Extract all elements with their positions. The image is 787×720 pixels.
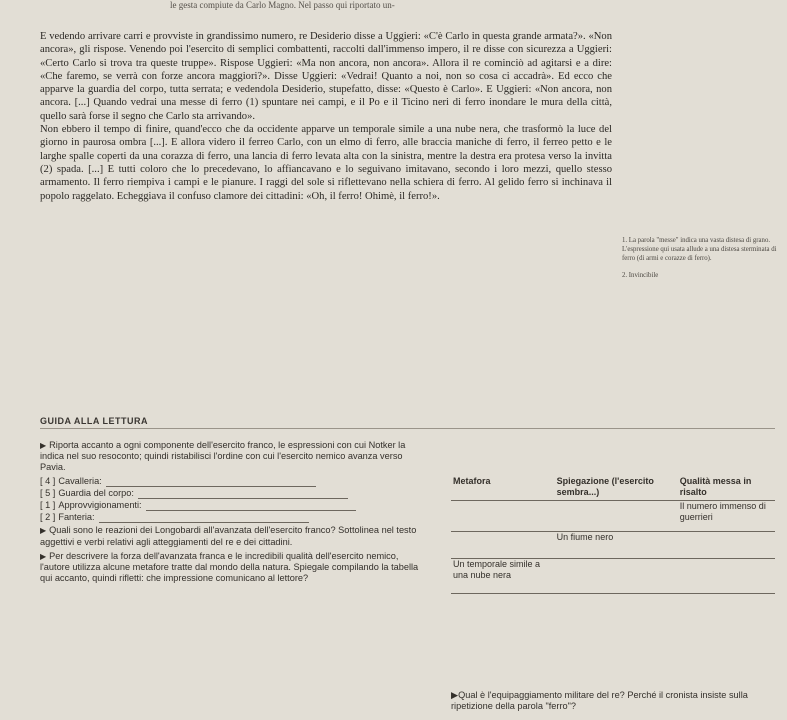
- guide-heading: GUIDA ALLA LETTURA: [40, 416, 148, 426]
- footnote-2: 2. Invincibile: [622, 272, 659, 279]
- questions-column: [40, 440, 420, 586]
- question-4-text: Qual è l'equipaggiamento militare del re? Perché il cronista insiste sulla ripetizione della parola "ferro"?: [451, 690, 748, 712]
- triangle-bullet-icon: ▶: [40, 441, 47, 450]
- member-label: Cavalleria:: [58, 475, 102, 486]
- member-label: Guardia del corpo:: [58, 487, 134, 498]
- triangle-bullet-icon: ▶: [451, 690, 459, 700]
- member-row-supplies: [40, 500, 420, 511]
- order-box[interactable]: [ 2 ]: [40, 512, 56, 523]
- story-paragraph-2: Non ebbero il tempo di finire, quand'ecco che da occidente apparve un temporale simile a una nube nera, che trasformò la luce del giorno in paurosa ombra [...]. E allora videro il ferreo Carlo, con un elmo di ferro, alle braccia maniche di ferro, il ferreo petto e le larghe spalle coperti da una corazza di ferro, una lancia di ferro levata alta con la sinistra, mentre la destra era protesa verso la invitta (2) spada. [...] E tutti coloro che lo precedevano, lo affiancavano e lo seguivano imitavano, secondo i loro mezzi, quello stesso armamento. Il ferro riempiva i campi e le pianure. I raggi del sole si riflettevano nella schiera di ferro. Al gelido ferro si inchinava il popolo raggelato. Echeggiava il confuso clamore dei cittadini: «Oh, il ferro! Ohimè, il ferro!».: [40, 124, 612, 202]
- table-row: [451, 532, 775, 559]
- table-row: [451, 559, 775, 594]
- answer-line[interactable]: [138, 489, 348, 499]
- member-row-guard: [40, 488, 420, 499]
- triangle-bullet-icon: ▶: [40, 526, 47, 536]
- triangle-bullet-icon: ▶: [40, 551, 47, 561]
- answer-line[interactable]: [146, 501, 356, 511]
- question-1-text: Riporta accanto a ogni componente dell'esercito franco, le espressioni con cui Notker la indica nel suo resoconto; quindi ristabilisci l'ordine con cui l'esercito nemico avanza verso Pavia.: [40, 440, 406, 473]
- header-fragment: le gesta compiute da Carlo Magno. Nel passo qui riportato un-: [170, 0, 395, 10]
- question-3-text: Per descrivere la forza dell'avanzata franca e le incredibili qualità dell'esercito nemico, l'autore utilizza alcune metafore tratte dal mondo della natura. Spiegale compilando la tabella qui accanto, quindi rifletti: che impressione comunicano al lettore?: [40, 550, 419, 584]
- question-1: [40, 440, 420, 474]
- table-cell[interactable]: [555, 559, 678, 594]
- question-2-text: Quali sono le reazioni dei Longobardi all'avanzata dell'esercito franco? Sottolinea nel testo aggettivi e verbi relativi agli atteggiamenti del re e dei cittadini.: [40, 525, 417, 547]
- question-4: [451, 690, 781, 712]
- question-2: [40, 525, 420, 547]
- table-cell[interactable]: Un temporale simile a una nube nera: [451, 559, 555, 594]
- order-box[interactable]: [ 5 ]: [40, 487, 56, 498]
- member-label: Fanteria:: [58, 512, 95, 523]
- table-cell[interactable]: [451, 501, 555, 532]
- table-cell[interactable]: [555, 501, 678, 532]
- table-cell[interactable]: [678, 559, 775, 594]
- answer-line[interactable]: [99, 513, 309, 523]
- table-row: [451, 501, 775, 532]
- order-box[interactable]: [ 1 ]: [40, 500, 56, 511]
- member-row-infantry: [40, 512, 420, 523]
- guide-divider: [40, 428, 775, 429]
- metaphor-table-wrap: [451, 474, 775, 594]
- question-3: [40, 551, 420, 585]
- table-header: Metafora: [451, 474, 555, 501]
- table-cell[interactable]: [678, 532, 775, 559]
- footnotes: [622, 236, 780, 288]
- story-paragraph-1: E vedendo arrivare carri e provviste in grandissimo numero, re Desiderio disse a Uggieri: «C'è Carlo in questa grande armata?». «Non ancora», gli rispose. Venendo poi l'esercito di semplici combattenti, raccolti dall'immenso impero, il re disse con sicurezza a Uggieri: «Certo Carlo si trova tra queste truppe». Rispose Uggieri: «Ma non ancora, non ancora». Allora il re cominciò ad agitarsi e a dire: «Che faremo, se verrà con forze ancora maggiori?». Disse Uggieri: «Vedrai! Quanto a noi, non so cosa ci accadrà». Ed ecco che apparve la guardia del corpo, tutta serrata; e vedendola Desiderio, stupefatto, disse: «Questo è Carlo». E Uggieri: «Non ancora, non ancora. [...] Quando vedrai una messe di ferro (1) spuntare nei campi, e il Po e il Ticino neri di ferro inondare le mura della città, quello sarà forse il segno che Carlo sta arrivando».: [40, 31, 612, 122]
- story-text: [40, 30, 612, 203]
- footnote-1: 1. La parola "messe" indica una vasta distesa di grano. L'espressione qui usata allude a una distesa sterminata di ferro (di armi e corazze di ferro).: [622, 237, 777, 262]
- order-box[interactable]: [ 4 ]: [40, 475, 56, 486]
- answer-line[interactable]: [106, 477, 316, 487]
- table-cell[interactable]: Un fiume nero: [555, 532, 678, 559]
- table-cell[interactable]: [451, 532, 555, 559]
- member-label: Approvvigionamenti:: [58, 500, 142, 511]
- table-header: Spiegazione (l'esercito sembra...): [555, 474, 678, 501]
- metaphor-table: [451, 474, 775, 594]
- table-cell[interactable]: Il numero immenso di guerrieri: [678, 501, 775, 532]
- table-header: Qualità messa in risalto: [678, 474, 775, 501]
- member-row-cavalry: [40, 476, 420, 487]
